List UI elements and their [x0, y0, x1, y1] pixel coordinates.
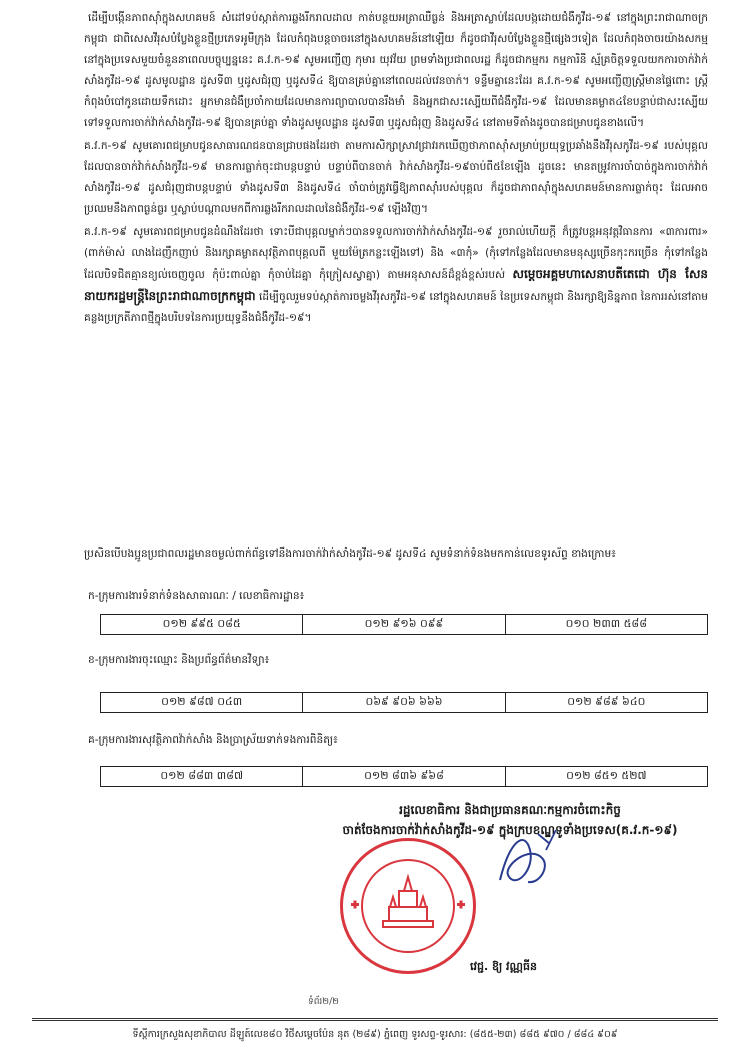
letter-body	[84, 8, 708, 331]
phone-table-public-relations	[100, 614, 708, 635]
angkor-temple-icon	[343, 841, 473, 971]
group-label-vaccine-safety: គ-ក្រុមការងារសុវត្ថិភាពវ៉ាក់សាំង និងប្រាស្រ័យទាក់ទងការពិនិត្យ៖	[88, 734, 338, 746]
phone-number[interactable]: ០១២ ៨៥១ ៥២៧	[505, 767, 707, 787]
phone-number[interactable]: ០១២ ៩៩៥ ០៨៥	[101, 615, 303, 635]
paragraph-1: ដើម្បីបង្កើនភាពស៊ាំក្នុងសហគមន៍ សំដៅទប់ស្កាត់ការឆ្លងរីករាលដាល កាត់បន្ថយអត្រាឈឺធ្ងន់ និងអត្រាស្លាប់ដែលបង្កដោយជំងឺកូវីដ-១៩ នៅក្នុងព្រះរាជាណាចក្រកម្ពុជា ជាពិសេសវីរុសបំប្លែងខ្លួនថ្មីប្រភេទអូមីក្រុង ដែលកំពុងបន្តចាចរនៅក្នុងសហគមន៍នៅឡើយ ក៏ដូចជាវីរុសបំប្លែងខ្លួនថ្មីផ្សេងៗទៀត ដែលកំពុងចាចរយ៉ាងសកម្មនៅក្នុងប្រទេសមួយចំនួននាពេលបច្ចុប្បន្ននេះ គ.វ.ក-១៩ សូមអញ្ជើញ កុមារ យុវវ័យ ព្រមទាំងប្រជាពលរដ្ឋ ក៏ដូចជាកម្មករ កម្មការិនី ស្ម័គ្រចិត្តទទួលយកការចាក់វ៉ាក់សាំងកូវីដ-១៩ ដូសមូលដ្ឋាន ដូសទី៣ ឬដូសជំរុញ ឬដូសទី៤ ឱ្យបានគ្រប់គ្នានៅពេលដល់វេនចាក់។ ទន្ទឹមគ្នានេះដែរ គ.វ.ក-១៩ សូមអញ្ជើញស្ត្រីមានផ្ទៃពោះ ស្ត្រីកំពុងបំបៅកូនដោយទឹកដោះ អ្នកមានជំងឺប្រចាំកាយដែលមានការព្យាបាលបានរឹងមាំ និងអ្នកជាសះស្បើយពីជំងឺកូវីដ-១៩ ដែលមានគម្លាត៤ខែបន្ទាប់ជាសះស្បើយ ទៅទទួលការចាក់វ៉ាក់សាំងកូវីដ-១៩ ឱ្យបានគ្រប់គ្នា ទាំងដូសមូលដ្ឋាន ដូសទី៣ ឬដូសជំរុញ និងដូសទី៤ នៅតាមទីតាំងដូចបានជម្រាបជូនខាងលើ។	[84, 12, 708, 129]
signatory-title-line-1: រដ្ឋលេខាធិការ និងជាប្រធានគណៈកម្មការចំពោះកិច្ច	[399, 803, 621, 817]
signatory-title-line-2: ចាត់ចែងការចាក់វ៉ាក់សាំងកូវីដ-១៩ ក្នុងក្របខណ្ឌទូទាំងប្រទេស(គ.វ.ក-១៩)	[342, 823, 678, 837]
footer-address: ទីស្តីការក្រសួងសុខាភិបាល ដីឡូត៍លេខ៨០ វិថីសម្តេចប៉ែន នុត (២៨៩) ភ្នំពេញ ទូរសព្ទ-ទូរសារ: (៨៥៥-២៣) ៨៨៥ ៩៧០ / ៨៨៤ ៩០៩	[132, 1029, 618, 1040]
footer-divider	[32, 1018, 718, 1021]
phone-number[interactable]: ០១០ ២៣៣ ៥៨៨	[505, 615, 707, 635]
page-number: ទំព័រ២/២	[308, 997, 339, 1007]
paragraph-3	[84, 222, 708, 329]
group-label-registration: ខ-ក្រុមការងារចុះឈ្មោះ និងប្រព័ន្ធព័ត៌មានវិទ្យា៖	[88, 654, 270, 666]
official-seal-icon	[340, 838, 476, 974]
phone-number[interactable]: ០៦៩ ៩០៦ ៦៦៦	[303, 693, 505, 713]
phone-number[interactable]: ០១២ ៩១៦ ០៩៩	[303, 615, 505, 635]
phone-table-vaccine-safety	[100, 766, 708, 787]
contact-intro: ប្រសិនបើបងប្អូនប្រជាពលរដ្ឋមានចម្ងល់ពាក់ព័ន្ធទៅនឹងការចាក់វ៉ាក់សាំងកូវីដ-១៩ ដូសទី៤ សូមទំនាក់ទំនងមកកាន់លេខទូរស័ព្ទ ខាងក្រោម៖	[84, 548, 616, 560]
phone-number[interactable]: ០១២ ៩៨៩ ៦៤០	[505, 693, 707, 713]
phone-number[interactable]: ០១២ ៨៨៣ ៣៨៧	[101, 767, 303, 787]
paragraph-3-text-b: ដើម្បីចូលរួមទប់ស្កាត់ការចម្លងវីរុសកូវីដ-១៩ នៅក្នុងសហគមន៍ នៃប្រទេសកម្ពុជា និងរក្សាឱ្យនិន្នភាព នៃការរស់នៅតាមគន្លងប្រក្រតីភាពថ្មីក្នុងបរិបទនៃការប្រយុទ្ធនឹងជំងឺកូវីដ-១៩។	[84, 291, 708, 324]
paragraph-2: គ.វ.ក-១៩ សូមគោរពជម្រាបជូនសាធារណជនបានជ្រាបផងដែរថា តាមការសិក្សាស្រាវជ្រាវរកឃើញថាភាពស៊ាំសម្រាប់ប្រយុទ្ធប្រឆាំងនឹងវីរុសកូវីដ-១៩ របស់បុគ្គលដែលបានចាក់វ៉ាក់សាំងកូវីដ-១៩ មានការធ្លាក់ចុះជាបន្តបន្ទាប់ បន្ទាប់ពីបានចាក់ វ៉ាក់សាំងកូវីដ-១៩ចាប់ពី៥ខែឡើង ដូចនេះ មានតម្រូវការចាំបាច់ក្នុងការចាក់វ៉ាក់សាំងកូវីដ-១៩ ដូសជំរុញជាបន្តបន្ទាប់ ទាំងដូសទី៣ និងដូសទី៤ ចាំបាច់ត្រូវធ្វើឱ្យភាពស៊ាំរបស់បុគ្គល ក៏ដូចជាភាពស៊ាំក្នុងសហគមន៍មានការធ្លាក់ចុះ ដែលអាចប្រឈមនឹងភាពធ្ងន់ធ្ងរ ឬស្លាប់បណ្តាលមកពីការឆ្លងរីករាលដាលនៃជំងឺកូវីដ-១៩ ឡើងវិញ។	[84, 140, 708, 215]
handwritten-signature-icon	[480, 820, 570, 900]
group-label-public-relations: ក-ក្រុមការងារទំនាក់ទំនងសាធារណៈ / លេខាធិការដ្ឋាន៖	[88, 590, 305, 602]
phone-table-registration	[100, 692, 708, 713]
phone-number[interactable]: ០១២ ៩៨៧ ០៤៣	[101, 693, 303, 713]
paragraph-3-text-a: គ.វ.ក-១៩ សូមគោរពជម្រាបជូនដំណឹងដែរថា ទោះបីជាបុគ្គលម្នាក់ៗបានទទួលការចាក់វ៉ាក់សាំងកូវីដ-១៩ រួចរាល់ហើយក្តី ក៏ត្រូវបន្តអនុវត្តវិធានការ «៣ការពារ» (ពាក់ម៉ាស់ លាងដៃញឹកញាប់ និងរក្សាគម្លាតសុវត្ថិភាពបុគ្គលពី មួយម៉ែត្រកន្លះឡើងទៅ) និង «៣កុំ» (កុំទៅកន្លែងដែលមានមនុស្សច្រើនកុះករច្រើន កុំទៅកន្លែងដែលបិទជិតគ្មានខ្យល់ចេញចូល កុំប៉ះពាល់គ្នា កុំចាប់ដៃគ្នា កុំក្រៀសស្វាគ្នា) តាមអនុសាសន៍ដ៏ខ្ពង់ខ្ពស់របស់	[84, 226, 708, 281]
phone-number[interactable]: ០១២ ៨៣៦ ៩៦៨	[303, 767, 505, 787]
prime-minister-title: សម្តេចអគ្គមហាសេនាបតីតេជោ ហ៊ុន សែន នាយករដ្ឋមន្ត្រីនៃព្រះរាជាណាចក្រកម្ពុជា	[84, 267, 708, 303]
signer-name: វេជ្ជ. ឱ្យ វណ្ណធីន	[470, 960, 537, 973]
